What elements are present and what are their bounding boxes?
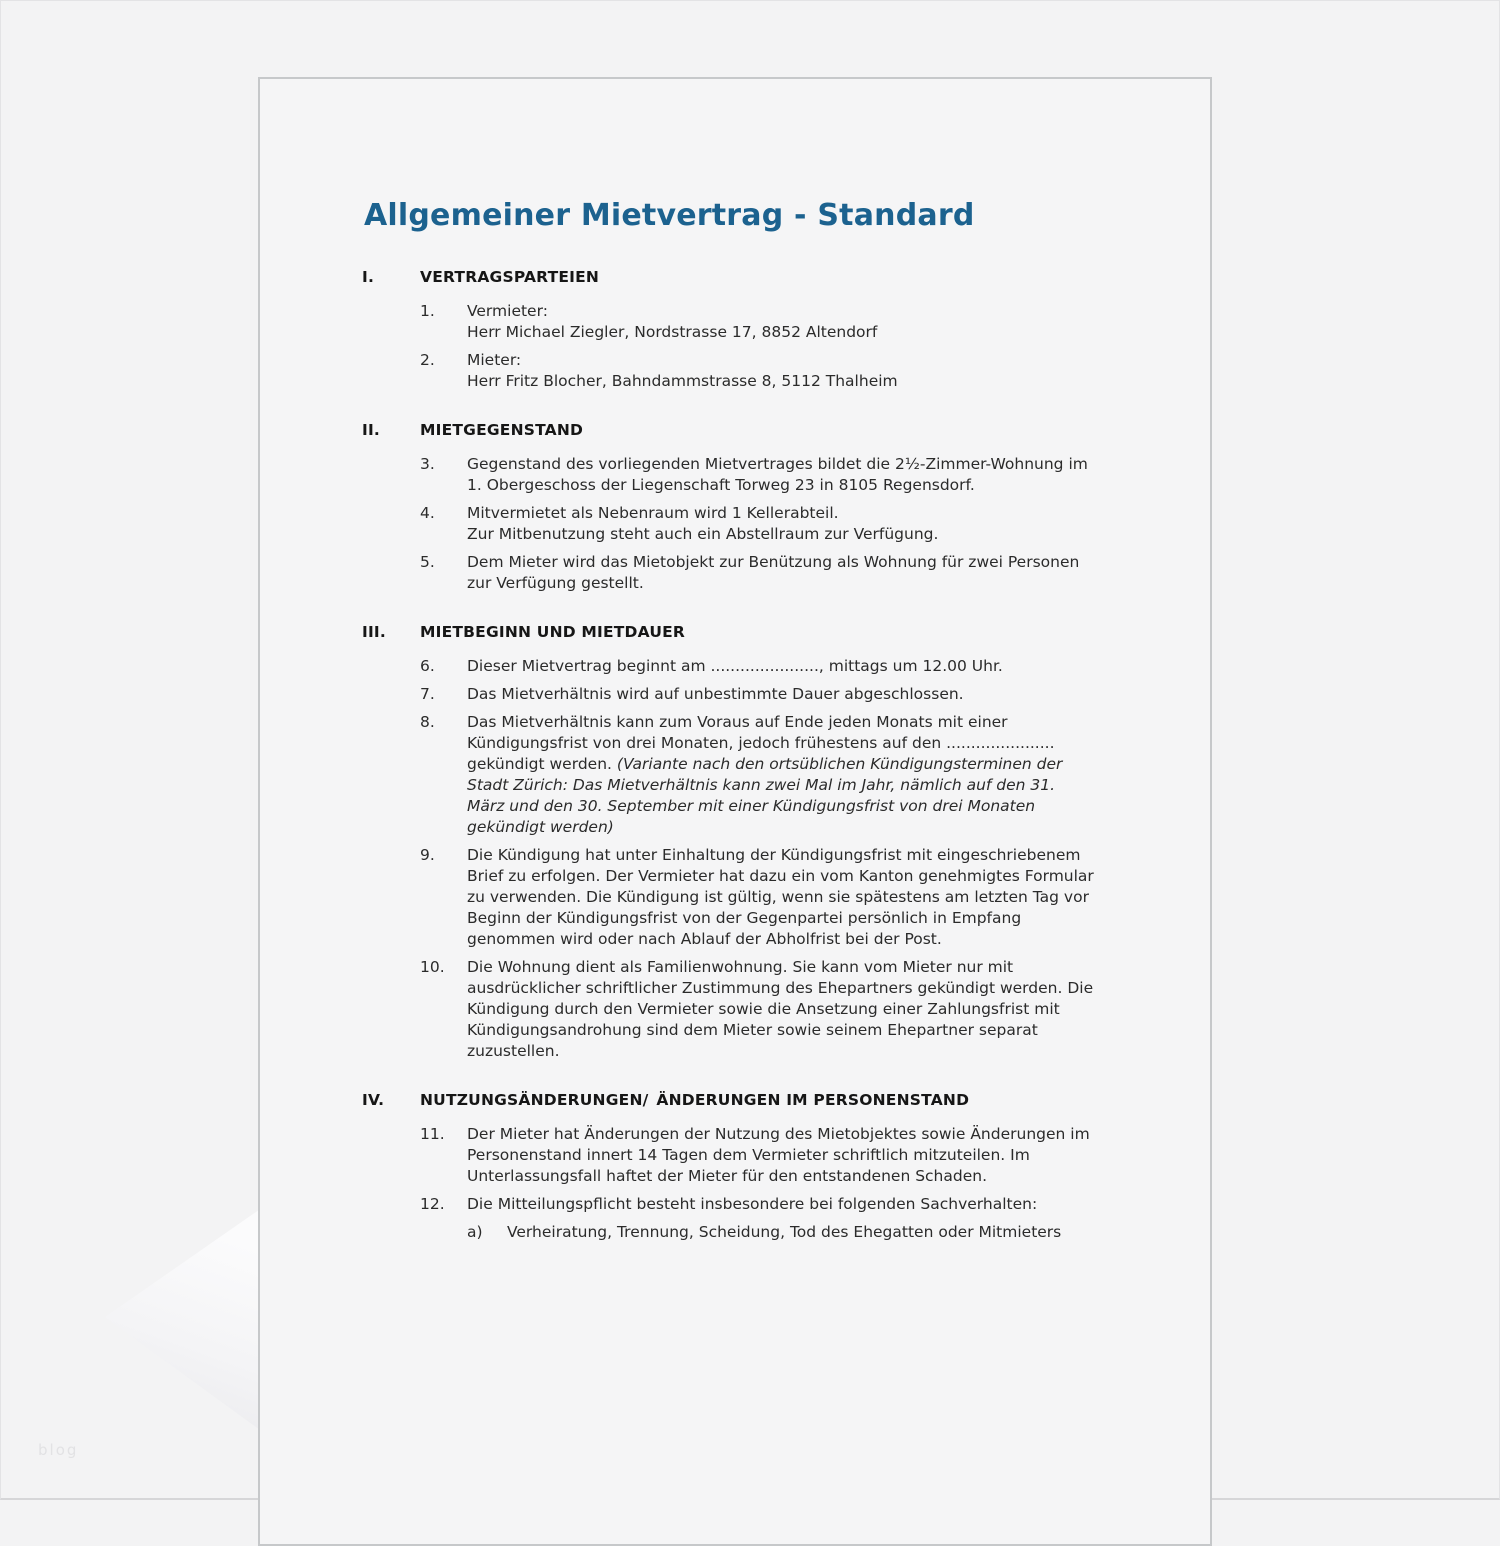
clause-paragraph bbox=[467, 454, 1095, 475]
section-heading: NUTZUNGSÄNDERUNGEN/ ÄNDERUNGEN IM PERSONENSTAND bbox=[420, 1091, 970, 1109]
section-numeral: I. bbox=[362, 268, 375, 286]
text-run: Mitvermietet als Nebenraum wird 1 Kellerabteil. bbox=[467, 504, 839, 522]
clause-number: 5. bbox=[420, 553, 435, 571]
clause-text bbox=[467, 552, 1095, 594]
clause-text bbox=[467, 503, 1095, 545]
text-run: Das Mietverhältnis wird auf unbestimmte Dauer abgeschlossen. bbox=[467, 685, 964, 703]
text-run: Mieter: bbox=[467, 351, 522, 369]
contract-clause bbox=[420, 656, 1210, 677]
document-sections bbox=[260, 267, 1210, 1243]
contract-clause bbox=[420, 957, 1210, 1062]
text-run: Herr Michael Ziegler, Nordstrasse 17, 8852 Altendorf bbox=[467, 323, 878, 341]
text-run: Gegenstand des vorliegenden Mietvertrages bildet die 2½-Zimmer-Wohnung im bbox=[467, 455, 1088, 473]
text-run: Herr Fritz Blocher, Bahndammstrasse 8, 5112 Thalheim bbox=[467, 372, 898, 390]
contract-section bbox=[260, 622, 1210, 1062]
contract-clause bbox=[420, 1194, 1210, 1215]
clause-text bbox=[467, 712, 1095, 838]
clause-paragraph bbox=[467, 301, 1095, 322]
clause-number: 8. bbox=[420, 713, 435, 731]
contract-section bbox=[260, 267, 1210, 392]
contract-clause bbox=[420, 845, 1210, 950]
text-run: Verheiratung, Trennung, Scheidung, Tod des Ehegatten oder Mitmieters bbox=[507, 1223, 1062, 1241]
clause-text bbox=[467, 684, 1095, 705]
page-title: Allgemeiner Mietvertrag - Standard bbox=[364, 198, 975, 233]
contract-clause bbox=[420, 454, 1210, 496]
section-header bbox=[362, 1090, 1210, 1111]
clause-text bbox=[467, 301, 1095, 343]
clause-text bbox=[467, 1124, 1095, 1187]
contract-section bbox=[260, 420, 1210, 594]
text-run: Die Mitteilungspflicht besteht insbesondere bei folgenden Sachverhalten: bbox=[467, 1195, 1038, 1213]
contract-clause bbox=[420, 684, 1210, 705]
clause-number: 7. bbox=[420, 685, 435, 703]
text-run: Dieser Mietvertrag beginnt am ......................, mittags um 12.00 Uhr. bbox=[467, 657, 1003, 675]
clause-paragraph bbox=[467, 957, 1095, 1062]
contract-clause bbox=[420, 552, 1210, 594]
clause-paragraph bbox=[467, 503, 1095, 524]
text-run: 1. Obergeschoss der Liegenschaft Torweg 23 in 8105 Regensdorf. bbox=[467, 476, 975, 494]
contract-clause bbox=[420, 301, 1210, 343]
text-run: (Variante nach den ortsüblichen Kündigungsterminen der Stadt Zürich: Das Mietverhältnis kann zwei Mal im Jahr, nämlich auf den 31. März und den 30. September mit einer Kündigungsfrist von drei Monaten gekündigt werden) bbox=[467, 755, 1063, 836]
clause-number: 2. bbox=[420, 351, 435, 369]
clause-paragraph bbox=[467, 524, 1095, 545]
clause-paragraph bbox=[467, 1124, 1095, 1187]
clause-paragraph bbox=[467, 712, 1095, 838]
contract-clause bbox=[420, 712, 1210, 838]
clause-number: 12. bbox=[420, 1195, 445, 1213]
document-page bbox=[258, 77, 1212, 1546]
section-numeral: II. bbox=[362, 421, 381, 439]
text-run: Die Kündigung hat unter Einhaltung der Kündigungsfrist mit eingeschriebenem Brief zu erfolgen. Der Vermieter hat dazu ein vom Kanton genehmigtes Formular zu verwenden. Die Kündigung ist gültig, wenn sie spätestens am letzten Tag vor Beginn der Kündigungsfrist von der Gegenpartei persönlich in Empfang genommen wird oder nach Ablauf der Abholfrist bei der Post. bbox=[467, 846, 1094, 948]
clause-text bbox=[467, 845, 1095, 950]
section-heading: VERTRAGSPARTEIEN bbox=[420, 268, 600, 286]
clause-paragraph bbox=[467, 552, 1095, 594]
section-items bbox=[420, 1124, 1210, 1243]
clause-paragraph bbox=[467, 684, 1095, 705]
section-header bbox=[362, 267, 1210, 288]
clause-number: 1. bbox=[420, 302, 435, 320]
section-items bbox=[420, 656, 1210, 1062]
clause-paragraph bbox=[507, 1222, 1095, 1243]
clause-number: 9. bbox=[420, 846, 435, 864]
section-heading: MIETGEGENSTAND bbox=[420, 421, 584, 439]
clause-paragraph bbox=[467, 350, 1095, 371]
page-corner-fold bbox=[100, 1190, 260, 1430]
clause-number: 6. bbox=[420, 657, 435, 675]
section-header bbox=[362, 622, 1210, 643]
clause-text bbox=[467, 957, 1095, 1062]
section-header bbox=[362, 420, 1210, 441]
contract-section bbox=[260, 1090, 1210, 1243]
clause-paragraph bbox=[467, 475, 1095, 496]
contract-clause bbox=[420, 503, 1210, 545]
text-run: Der Mieter hat Änderungen der Nutzung des Mietobjektes sowie Änderungen im Personenstand innert 14 Tagen dem Vermieter schriftlich mitzuteilen. Im Unterlassungsfall haftet der Mieter für den entstandenen Schaden. bbox=[467, 1125, 1090, 1185]
contract-clause bbox=[420, 1124, 1210, 1187]
clause-paragraph bbox=[467, 845, 1095, 950]
clause-text bbox=[467, 454, 1095, 496]
section-items bbox=[420, 301, 1210, 392]
section-heading: MIETBEGINN UND MIETDAUER bbox=[420, 623, 686, 641]
text-run: Vermieter: bbox=[467, 302, 548, 320]
clause-text bbox=[467, 1194, 1095, 1215]
clause-paragraph bbox=[467, 1194, 1095, 1215]
watermark-text: blog bbox=[38, 1441, 79, 1459]
text-run: Das Mietverhältnis kann zum Voraus auf Ende jeden Monats mit einer Kündigungsfrist von drei Monaten, jedoch frühestens auf den ...................... gekündigt werden. bbox=[467, 713, 1055, 773]
section-items bbox=[420, 454, 1210, 594]
clause-paragraph bbox=[467, 322, 1095, 343]
clause-text bbox=[467, 350, 1095, 392]
contract-clause bbox=[467, 1222, 1210, 1243]
contract-clause bbox=[420, 350, 1210, 392]
text-run: Zur Mitbenutzung steht auch ein Abstellraum zur Verfügung. bbox=[467, 525, 939, 543]
clause-text bbox=[467, 656, 1095, 677]
clause-number: 11. bbox=[420, 1125, 445, 1143]
clause-number: 10. bbox=[420, 958, 445, 976]
clause-paragraph bbox=[467, 371, 1095, 392]
text-run: Dem Mieter wird das Mietobjekt zur Benützung als Wohnung für zwei Personen zur Verfügung gestellt. bbox=[467, 553, 1080, 592]
clause-text bbox=[507, 1222, 1095, 1243]
clause-number: 3. bbox=[420, 455, 435, 473]
clause-paragraph bbox=[467, 656, 1095, 677]
section-numeral: III. bbox=[362, 623, 386, 641]
clause-number: a) bbox=[467, 1223, 483, 1241]
section-numeral: IV. bbox=[362, 1091, 385, 1109]
clause-number: 4. bbox=[420, 504, 435, 522]
text-run: Die Wohnung dient als Familienwohnung. Sie kann vom Mieter nur mit ausdrücklicher schriftlicher Zustimmung des Ehepartners gekündigt werden. Die Kündigung durch den Vermieter sowie die Ansetzung einer Zahlungsfrist mit Kündigungsandrohung sind dem Mieter sowie seinem Ehepartner separat zuzustellen. bbox=[467, 958, 1094, 1060]
